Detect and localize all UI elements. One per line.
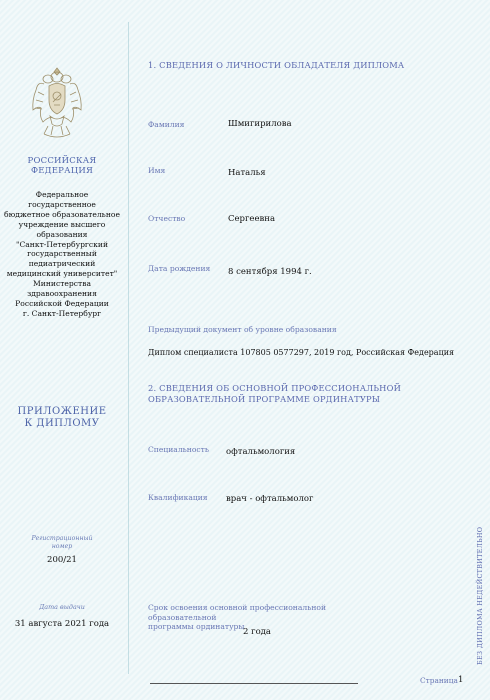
institution-line: бюджетное образовательное [4, 209, 120, 219]
column-divider [128, 22, 129, 674]
signature-line [150, 683, 358, 684]
country-line-1: РОССИЙСКАЯ [27, 156, 97, 166]
birthdate-value: 8 сентября 1994 г. [228, 267, 312, 277]
page-number: 1 [458, 675, 464, 685]
reg-caption-line-2: номер [51, 543, 73, 550]
study-term-label-line-1: Срок освоения основной профессиональной образовательной [148, 603, 327, 622]
specialty-value: офтальмология [226, 447, 296, 457]
study-term-label-line-2: программы ординатуры [148, 622, 245, 631]
name-value: Наталья [228, 168, 266, 178]
patronymic-value: Сергеевна [228, 214, 276, 224]
institution-name [2, 190, 122, 319]
country-line-2: ФЕДЕРАЦИЯ [30, 166, 94, 176]
previous-document-label: Предыдущий документ об уровне образования [148, 325, 337, 334]
specialty-label: Специальность [148, 445, 210, 454]
institution-line: Российской Федерации [15, 298, 109, 308]
institution-line: медицинский университет" [6, 269, 118, 279]
study-term-value: 2 года [243, 627, 271, 637]
qualification-label: Квалификация [148, 493, 208, 502]
vertical-validity-note: БЕЗ ДИПЛОМА НЕДЕЙСТВИТЕЛЬНО [476, 526, 484, 665]
reg-caption-line-1: Регистрационный [31, 535, 93, 542]
institution-line: государственный педиатрический [27, 249, 97, 269]
section-2-title-line-2: ОБРАЗОВАТЕЛЬНОЙ ПРОГРАММЕ ОРДИНАТУРЫ [148, 393, 381, 404]
institution-line: г. Санкт-Петербург [22, 308, 102, 318]
document-title-line-2: К ДИПЛОМУ [24, 418, 100, 429]
reg-number-caption [8, 535, 116, 551]
surname-value: Шмигирилова [228, 119, 292, 129]
page-label: Страница [420, 676, 458, 685]
institution-line: Министерства здравоохранения [27, 279, 97, 299]
institution-line: Федеральное государственное [28, 190, 96, 209]
birthdate-label: Дата рождения [148, 264, 211, 273]
country-name [8, 156, 116, 176]
section-1-title: 1. СВЕДЕНИЯ О ЛИЧНОСТИ ОБЛАДАТЕЛЯ ДИПЛОМА [148, 60, 405, 70]
patronymic-label: Отчество [148, 214, 186, 223]
name-label: Имя [148, 166, 166, 175]
issue-date-caption: Дата выдачи [39, 603, 85, 611]
surname-label: Фамилия [148, 120, 185, 129]
coat-of-arms-icon [28, 64, 86, 144]
issue-date-value: 31 августа 2021 года [14, 619, 110, 629]
qualification-value: врач - офтальмолог [226, 494, 314, 504]
section-2-title-line-1: 2. СВЕДЕНИЯ ОБ ОСНОВНОЙ ПРОФЕССИОНАЛЬНОЙ [148, 383, 402, 393]
section-2-title [148, 383, 401, 404]
previous-document-value: Диплом специалиста 107805 0577297, 2019 год, Российская Федерация [148, 348, 455, 357]
reg-number-value: 200/21 [47, 555, 77, 565]
document-title-line-1: ПРИЛОЖЕНИЕ [17, 406, 107, 417]
institution-line: учреждение высшего образования [18, 219, 106, 239]
institution-line: "Санкт-Петербургский [15, 239, 109, 249]
document-title [8, 406, 116, 430]
